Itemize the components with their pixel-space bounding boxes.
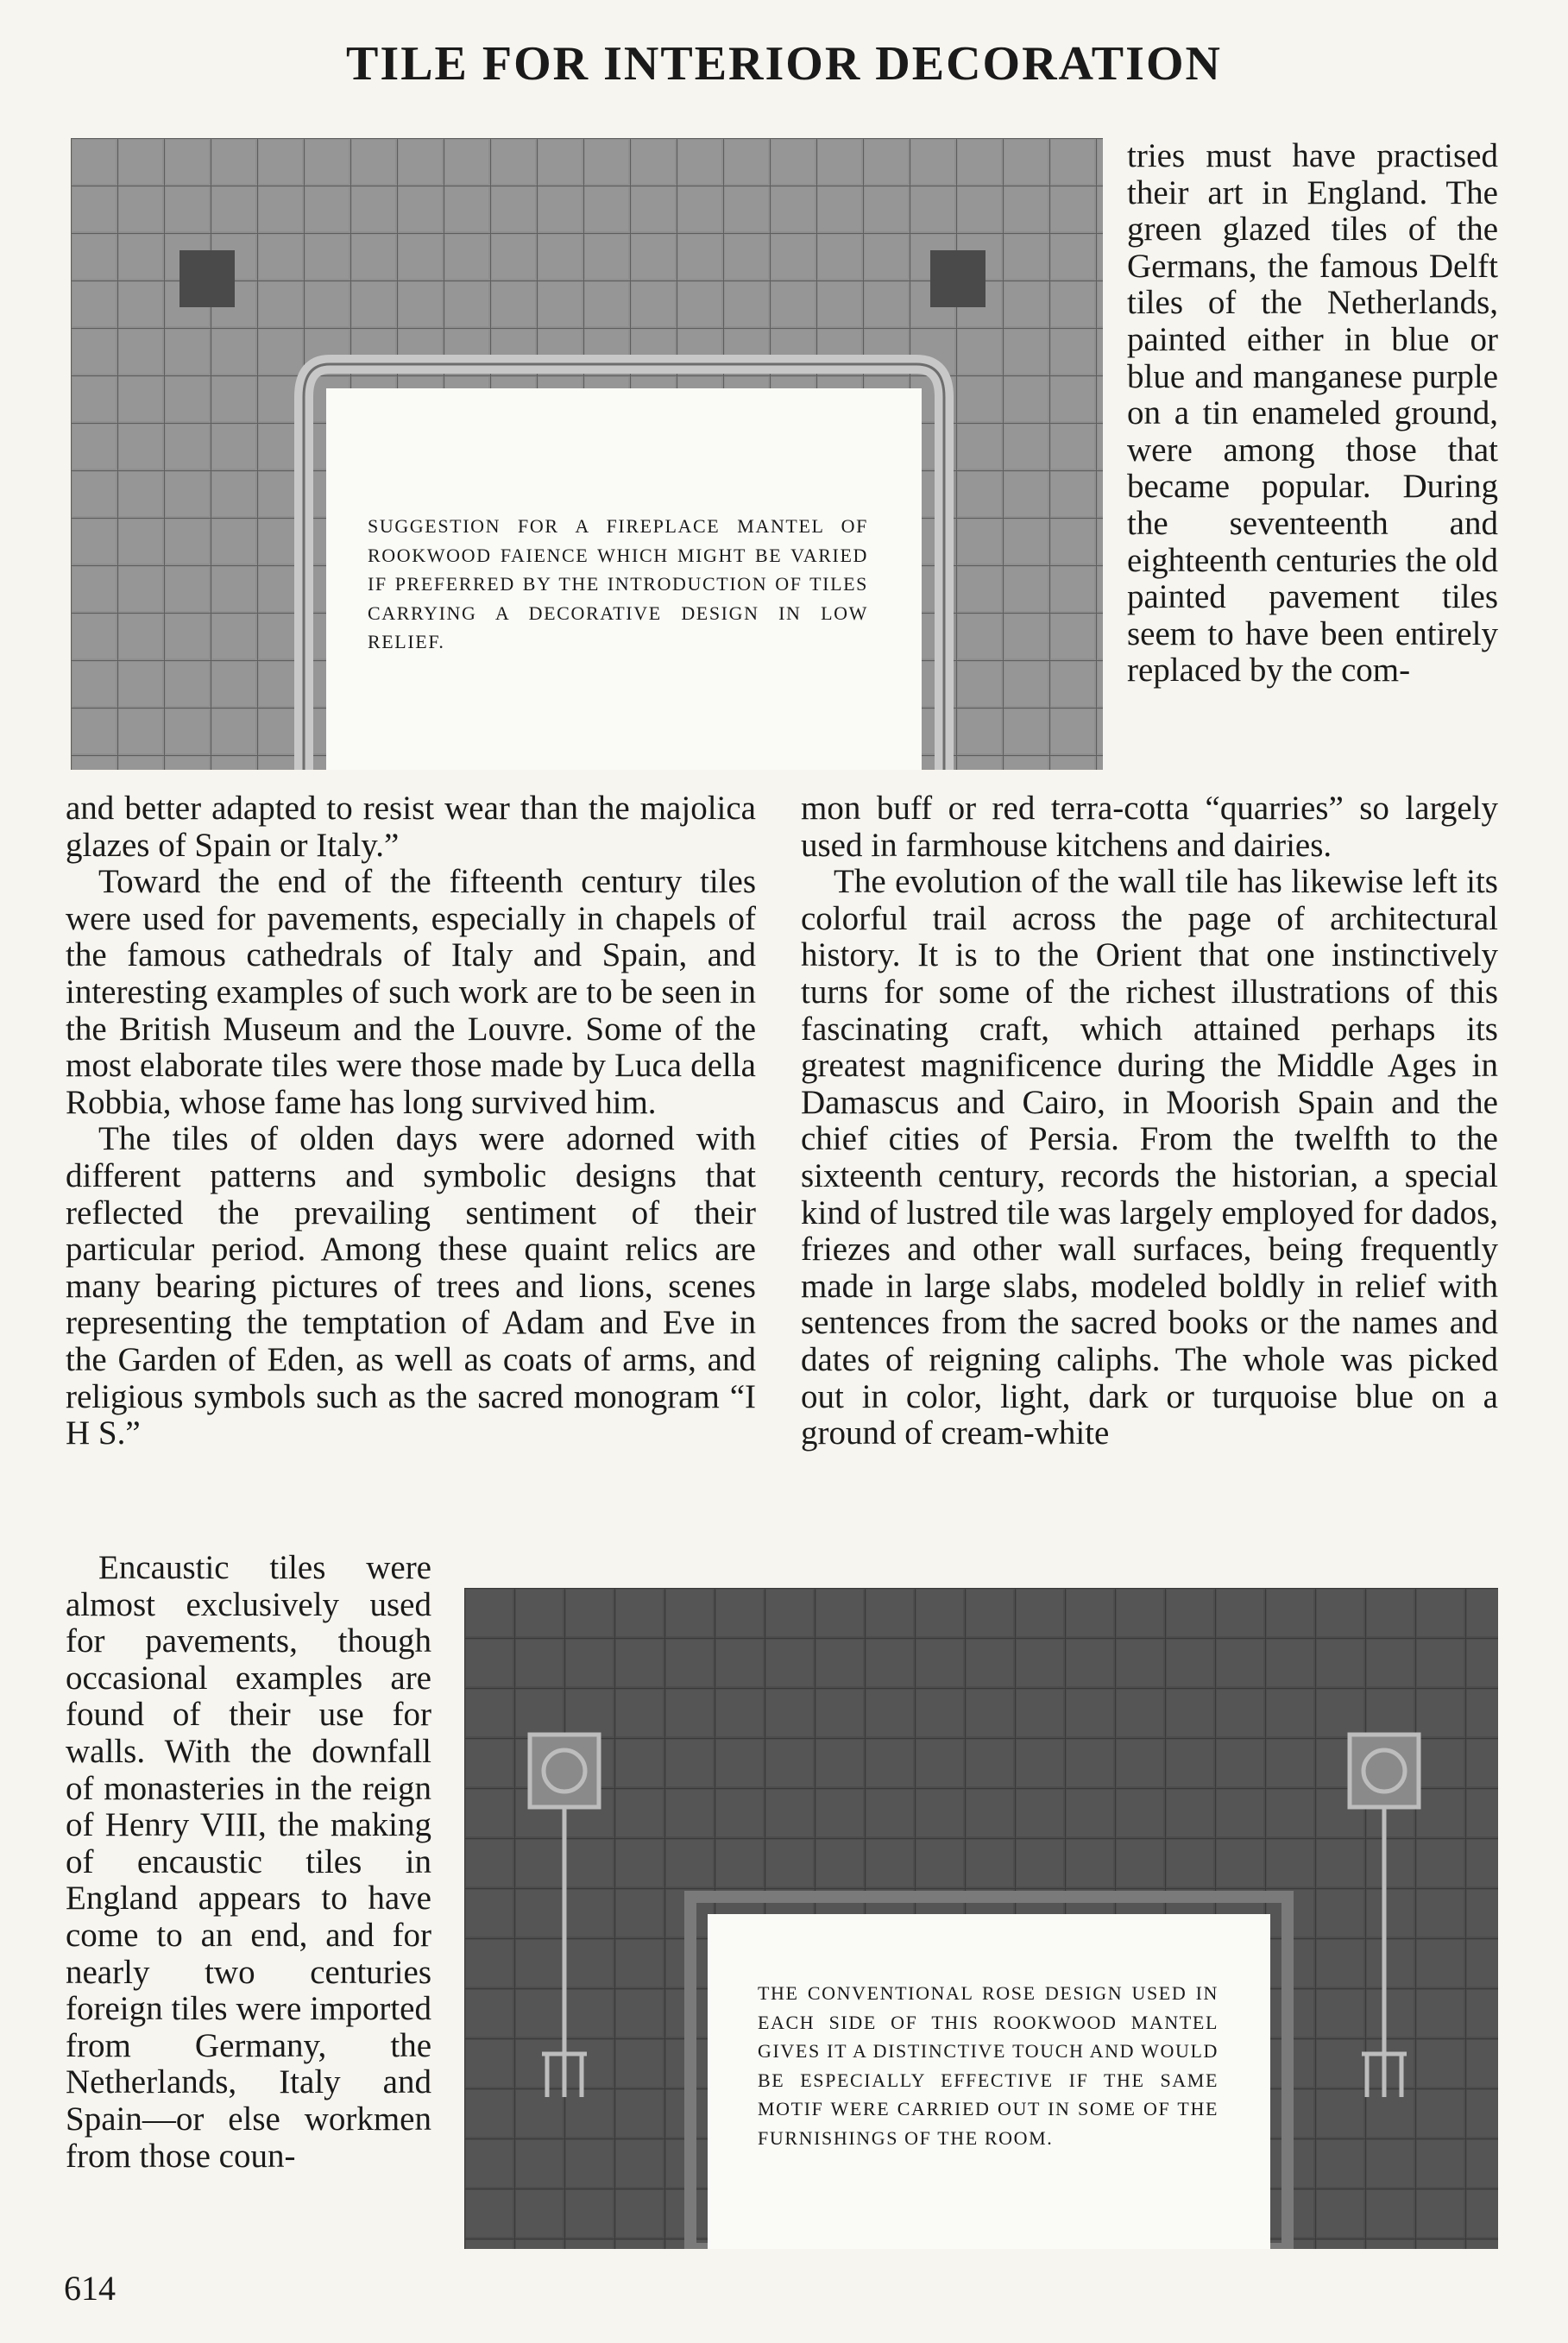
page-number: 614 — [64, 2269, 116, 2308]
left-column-lower — [66, 1550, 431, 2175]
bottom-figure-caption: THE CONVENTIONAL ROSE DESIGN USED IN EACH SIDE OF THIS ROOKWOOD MANTEL GIVES IT A DISTINCTIVE TOUCH AND WOULD BE ESPECIALLY EFFECTIVE IF THE SAME MOTIF WERE CARRIED OUT IN SOME OF THE FURNISHINGS OF THE ROOM. — [758, 1982, 1219, 2149]
right-top-column — [1127, 138, 1498, 690]
paragraph: Toward the end of the fifteenth century tiles were used for pavements, especially in chapels of the famous cathedrals of Italy and Spain, and interesting examples of such work are to be seen in the British Museum and the Louvre. Some of the most elaborate tiles were those made by Luca della Robbia, whose fame has long survived him. — [66, 863, 756, 1121]
page-title: TILE FOR INTERIOR DECORATION — [346, 37, 1222, 91]
top-fireplace-photo — [71, 138, 1103, 770]
bottom-mantel-photo — [464, 1588, 1498, 2249]
paragraph: The evolution of the wall tile has likewise left its colorful trail across the page of architectural history. It is to the Orient that one instinctively turns for some of the richest illustrations of this fascinating craft, which attained perhaps its greatest magnificence during the Middle Ages in Damascus and Cairo, in Moorish Spain and the chief cities of Persia. From the twelfth to the sixteenth century, records the historian, a special kind of lustred tile was largely employed for dados, friezes and other wall surfaces, being frequently made in large slabs, modeled boldly in relief with sentences from the sacred books or the names and dates of reigning caliphs. The whole was picked out in color, light, dark or turquoise blue on a ground of cream-white — [801, 863, 1498, 1452]
paragraph: The tiles of olden days were adorned with different patterns and symbolic designs that reflected the prevailing sentiment of their particular period. Among these quaint relics are many bearing pictures of trees and lions, scenes representing the temptation of Adam and Eve in the Garden of Eden, as well as coats of arms, and religious symbols such as the sacred monogram “I H S.” — [66, 1120, 756, 1452]
paragraph: mon buff or red terra-cotta “quarries” so largely used in farmhouse kitchens and dairies. — [801, 790, 1498, 864]
paragraph: tries must have practised their art in England. The green glazed tiles of the Germans, the famous Delft tiles of the Netherlands, painted either in blue or blue and manganese purple on a tin enameled ground, were among those that became popular. During the seventeenth and eighteenth centuries the old painted pavement tiles seem to have been entirely replaced by the com- — [1127, 137, 1498, 690]
right-column — [801, 790, 1498, 1452]
paragraph: Encaustic tiles were almost exclusively used for pavements, though occasional examples are found of their use for walls. With the downfall of monasteries in the reign of Henry VIII, the making of encaustic tiles in England appears to have come to an end, and for nearly two centuries foreign tiles were imported from Germany, the Netherlands, Italy and Spain—or else workmen from those coun- — [66, 1549, 431, 2175]
paragraph: and better adapted to resist wear than the majolica glazes of Spain or Italy.” — [66, 790, 756, 864]
top-figure-caption: SUGGESTION FOR A FIREPLACE MANTEL OF ROOKWOOD FAIENCE WHICH MIGHT BE VARIED IF PREFERRED BY THE INTRODUCTION OF TILES CARRYING A DECORATIVE DESIGN IN LOW RELIEF. — [368, 515, 868, 652]
left-column-upper — [66, 790, 756, 1452]
